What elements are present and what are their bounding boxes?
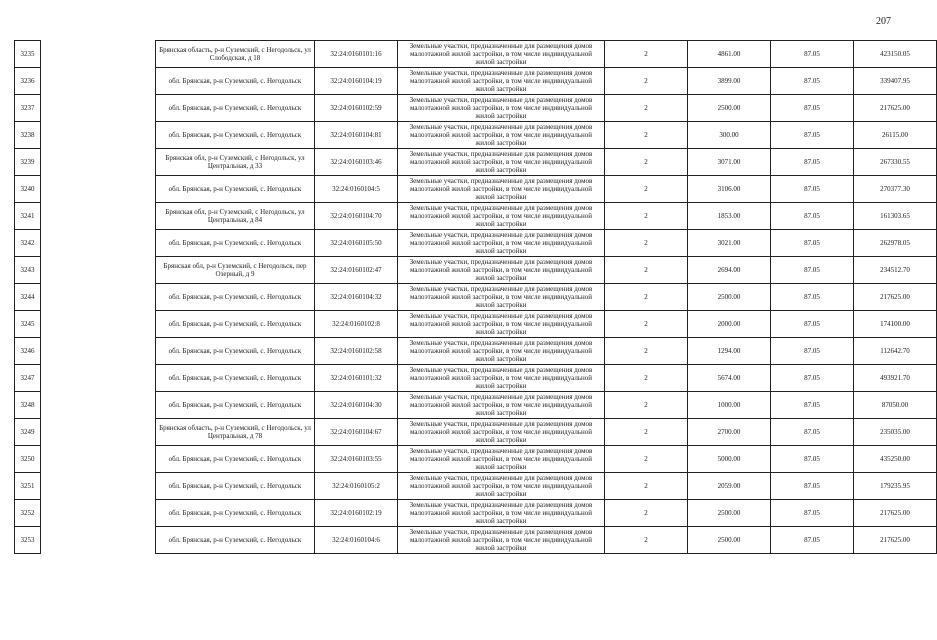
row-number-cell: 3242 [15,230,41,257]
address-cell: Брянская обл, р-н Суземский, с Негодольск, пер Озерный, д 9 [156,257,315,284]
table-row [15,230,937,257]
group-cell: 2 [605,257,688,284]
cadastral-value-cell: 435250.00 [854,446,937,473]
table-row [15,149,937,176]
area-cell: 2500.00 [688,95,771,122]
cadastral-number-cell: 32:24:0160104:67 [315,419,398,446]
group-cell: 2 [605,527,688,554]
area-cell: 2500.00 [688,284,771,311]
address-cell: обл. Брянская, р-н Суземский, с. Негодольск [156,311,315,338]
spacer-cell [41,446,156,473]
row-number-cell: 3249 [15,419,41,446]
cadastral-value-cell: 217625.00 [854,95,937,122]
group-cell: 2 [605,500,688,527]
land-purpose-cell: Земельные участки, предназначенные для размещения домов малоэтажной жилой застройки, в том числе индивидуальной жилой застройки [398,419,605,446]
area-cell: 1853.00 [688,203,771,230]
spacer-cell [41,311,156,338]
unit-rate-cell: 87.05 [771,500,854,527]
land-purpose-cell: Земельные участки, предназначенные для размещения домов малоэтажной жилой застройки, в том числе индивидуальной жилой застройки [398,41,605,68]
unit-rate-cell: 87.05 [771,257,854,284]
land-purpose-cell: Земельные участки, предназначенные для размещения домов малоэтажной жилой застройки, в том числе индивидуальной жилой застройки [398,527,605,554]
land-registry-table [14,40,937,554]
spacer-cell [41,473,156,500]
area-cell: 2059.00 [688,473,771,500]
cadastral-number-cell: 32:24:0160103:46 [315,149,398,176]
spacer-cell [41,149,156,176]
spacer-cell [41,500,156,527]
table-row [15,473,937,500]
page-number: 207 [876,16,891,27]
spacer-cell [41,527,156,554]
unit-rate-cell: 87.05 [771,41,854,68]
area-cell: 5000.00 [688,446,771,473]
cadastral-value-cell: 235035.00 [854,419,937,446]
land-purpose-cell: Земельные участки, предназначенные для размещения домов малоэтажной жилой застройки, в том числе индивидуальной жилой застройки [398,446,605,473]
spacer-cell [41,68,156,95]
cadastral-value-cell: 217625.00 [854,500,937,527]
land-purpose-cell: Земельные участки, предназначенные для размещения домов малоэтажной жилой застройки, в том числе индивидуальной жилой застройки [398,500,605,527]
land-purpose-cell: Земельные участки, предназначенные для размещения домов малоэтажной жилой застройки, в том числе индивидуальной жилой застройки [398,122,605,149]
spacer-cell [41,230,156,257]
cadastral-value-cell: 87050.00 [854,392,937,419]
row-number-cell: 3235 [15,41,41,68]
cadastral-number-cell: 32:24:0160102:19 [315,500,398,527]
group-cell: 2 [605,446,688,473]
cadastral-number-cell: 32:24:0160104:5 [315,176,398,203]
area-cell: 1294.00 [688,338,771,365]
address-cell: Брянская обл, р-н Суземский, с Негодольск, ул Центральная, д 84 [156,203,315,230]
land-purpose-cell: Земельные участки, предназначенные для размещения домов малоэтажной жилой застройки, в том числе индивидуальной жилой застройки [398,257,605,284]
cadastral-number-cell: 32:24:0160101:32 [315,365,398,392]
cadastral-number-cell: 32:24:0160101:16 [315,41,398,68]
cadastral-value-cell: 267330.55 [854,149,937,176]
unit-rate-cell: 87.05 [771,338,854,365]
row-number-cell: 3250 [15,446,41,473]
table-row [15,122,937,149]
cadastral-value-cell: 217625.00 [854,527,937,554]
group-cell: 2 [605,473,688,500]
unit-rate-cell: 87.05 [771,284,854,311]
unit-rate-cell: 87.05 [771,149,854,176]
table-row [15,176,937,203]
row-number-cell: 3238 [15,122,41,149]
table-row [15,41,937,68]
unit-rate-cell: 87.05 [771,446,854,473]
area-cell: 2694.00 [688,257,771,284]
row-number-cell: 3243 [15,257,41,284]
area-cell: 3071.00 [688,149,771,176]
spacer-cell [41,203,156,230]
area-cell: 2000.00 [688,311,771,338]
unit-rate-cell: 87.05 [771,392,854,419]
row-number-cell: 3246 [15,338,41,365]
spacer-cell [41,122,156,149]
address-cell: обл. Брянская, р-н Суземский, с. Негодольск [156,338,315,365]
land-purpose-cell: Земельные участки, предназначенные для размещения домов малоэтажной жилой застройки, в том числе индивидуальной жилой застройки [398,149,605,176]
unit-rate-cell: 87.05 [771,176,854,203]
land-purpose-cell: Земельные участки, предназначенные для размещения домов малоэтажной жилой застройки, в том числе индивидуальной жилой застройки [398,176,605,203]
unit-rate-cell: 87.05 [771,473,854,500]
cadastral-number-cell: 32:24:0160102:59 [315,95,398,122]
address-cell: Брянская область, р-н Суземский, с Негодольск, ул Слободская, д 18 [156,41,315,68]
group-cell: 2 [605,230,688,257]
address-cell: обл. Брянская, р-н Суземский, с. Негодольск [156,122,315,149]
row-number-cell: 3247 [15,365,41,392]
land-purpose-cell: Земельные участки, предназначенные для размещения домов малоэтажной жилой застройки, в том числе индивидуальной жилой застройки [398,392,605,419]
cadastral-number-cell: 32:24:0160105:2 [315,473,398,500]
unit-rate-cell: 87.05 [771,122,854,149]
table-row [15,419,937,446]
group-cell: 2 [605,392,688,419]
cadastral-value-cell: 493921.70 [854,365,937,392]
group-cell: 2 [605,338,688,365]
table-row [15,527,937,554]
address-cell: обл. Брянская, р-н Суземский, с. Негодольск [156,95,315,122]
address-cell: обл. Брянская, р-н Суземский, с. Негодольск [156,392,315,419]
table-row [15,446,937,473]
row-number-cell: 3252 [15,500,41,527]
row-number-cell: 3239 [15,149,41,176]
group-cell: 2 [605,122,688,149]
cadastral-value-cell: 161303.65 [854,203,937,230]
table-row [15,284,937,311]
land-purpose-cell: Земельные участки, предназначенные для размещения домов малоэтажной жилой застройки, в том числе индивидуальной жилой застройки [398,284,605,311]
cadastral-value-cell: 339407.95 [854,68,937,95]
spacer-cell [41,419,156,446]
address-cell: обл. Брянская, р-н Суземский, с. Негодольск [156,284,315,311]
cadastral-value-cell: 423150.05 [854,41,937,68]
address-cell: обл. Брянская, р-н Суземский, с. Негодольск [156,68,315,95]
table-row [15,311,937,338]
address-cell: обл. Брянская, р-н Суземский, с. Негодольск [156,365,315,392]
cadastral-value-cell: 270377.30 [854,176,937,203]
group-cell: 2 [605,95,688,122]
row-number-cell: 3237 [15,95,41,122]
table-body [15,41,937,554]
cadastral-number-cell: 32:24:0160104:30 [315,392,398,419]
cadastral-number-cell: 32:24:0160102:47 [315,257,398,284]
cadastral-number-cell: 32:24:0160105:50 [315,230,398,257]
cadastral-number-cell: 32:24:0160104:70 [315,203,398,230]
spacer-cell [41,365,156,392]
area-cell: 2700.00 [688,419,771,446]
row-number-cell: 3236 [15,68,41,95]
row-number-cell: 3244 [15,284,41,311]
cadastral-number-cell: 32:24:0160104:6 [315,527,398,554]
land-purpose-cell: Земельные участки, предназначенные для размещения домов малоэтажной жилой застройки, в том числе индивидуальной жилой застройки [398,473,605,500]
group-cell: 2 [605,176,688,203]
unit-rate-cell: 87.05 [771,419,854,446]
unit-rate-cell: 87.05 [771,527,854,554]
address-cell: обл. Брянская, р-н Суземский, с. Негодольск [156,230,315,257]
land-purpose-cell: Земельные участки, предназначенные для размещения домов малоэтажной жилой застройки, в том числе индивидуальной жилой застройки [398,365,605,392]
address-cell: обл. Брянская, р-н Суземский, с. Негодольск [156,527,315,554]
area-cell: 3021.00 [688,230,771,257]
spacer-cell [41,257,156,284]
spacer-cell [41,41,156,68]
cadastral-value-cell: 179235.95 [854,473,937,500]
table-row [15,203,937,230]
cadastral-value-cell: 174100.00 [854,311,937,338]
table-row [15,338,937,365]
row-number-cell: 3240 [15,176,41,203]
group-cell: 2 [605,365,688,392]
unit-rate-cell: 87.05 [771,365,854,392]
unit-rate-cell: 87.05 [771,68,854,95]
cadastral-value-cell: 217625.00 [854,284,937,311]
spacer-cell [41,95,156,122]
address-cell: обл. Брянская, р-н Суземский, с. Негодольск [156,446,315,473]
unit-rate-cell: 87.05 [771,95,854,122]
unit-rate-cell: 87.05 [771,311,854,338]
address-cell: Брянская область, р-н Суземский, с Негодольск, ул Центральная, д 78 [156,419,315,446]
table-row [15,365,937,392]
area-cell: 2500.00 [688,500,771,527]
unit-rate-cell: 87.05 [771,203,854,230]
group-cell: 2 [605,284,688,311]
address-cell: Брянская обл, р-н Суземский, с Негодольск, ул Центральная, д 33 [156,149,315,176]
group-cell: 2 [605,419,688,446]
area-cell: 300.00 [688,122,771,149]
area-cell: 3899.00 [688,68,771,95]
group-cell: 2 [605,311,688,338]
address-cell: обл. Брянская, р-н Суземский, с. Негодольск [156,176,315,203]
unit-rate-cell: 87.05 [771,230,854,257]
address-cell: обл. Брянская, р-н Суземский, с. Негодольск [156,500,315,527]
area-cell: 5674.00 [688,365,771,392]
cadastral-value-cell: 234512.70 [854,257,937,284]
area-cell: 2500.00 [688,527,771,554]
area-cell: 4861.00 [688,41,771,68]
cadastral-number-cell: 32:24:0160102:8 [315,311,398,338]
group-cell: 2 [605,68,688,95]
address-cell: обл. Брянская, р-н Суземский, с. Негодольск [156,473,315,500]
row-number-cell: 3241 [15,203,41,230]
table-row [15,257,937,284]
row-number-cell: 3248 [15,392,41,419]
table-row [15,95,937,122]
spacer-cell [41,176,156,203]
cadastral-value-cell: 26115.00 [854,122,937,149]
land-purpose-cell: Земельные участки, предназначенные для размещения домов малоэтажной жилой застройки, в том числе индивидуальной жилой застройки [398,338,605,365]
cadastral-value-cell: 262978.05 [854,230,937,257]
cadastral-number-cell: 32:24:0160104:19 [315,68,398,95]
cadastral-number-cell: 32:24:0160103:55 [315,446,398,473]
cadastral-number-cell: 32:24:0160104:32 [315,284,398,311]
row-number-cell: 3245 [15,311,41,338]
group-cell: 2 [605,203,688,230]
cadastral-number-cell: 32:24:0160102:58 [315,338,398,365]
table-row [15,500,937,527]
land-purpose-cell: Земельные участки, предназначенные для размещения домов малоэтажной жилой застройки, в том числе индивидуальной жилой застройки [398,230,605,257]
cadastral-value-cell: 112642.70 [854,338,937,365]
group-cell: 2 [605,41,688,68]
row-number-cell: 3251 [15,473,41,500]
table-row [15,392,937,419]
area-cell: 1000.00 [688,392,771,419]
spacer-cell [41,284,156,311]
land-purpose-cell: Земельные участки, предназначенные для размещения домов малоэтажной жилой застройки, в том числе индивидуальной жилой застройки [398,203,605,230]
spacer-cell [41,392,156,419]
land-purpose-cell: Земельные участки, предназначенные для размещения домов малоэтажной жилой застройки, в том числе индивидуальной жилой застройки [398,311,605,338]
table-row [15,68,937,95]
land-purpose-cell: Земельные участки, предназначенные для размещения домов малоэтажной жилой застройки, в том числе индивидуальной жилой застройки [398,68,605,95]
cadastral-number-cell: 32:24:0160104:81 [315,122,398,149]
spacer-cell [41,338,156,365]
row-number-cell: 3253 [15,527,41,554]
area-cell: 3106.00 [688,176,771,203]
land-purpose-cell: Земельные участки, предназначенные для размещения домов малоэтажной жилой застройки, в том числе индивидуальной жилой застройки [398,95,605,122]
group-cell: 2 [605,149,688,176]
